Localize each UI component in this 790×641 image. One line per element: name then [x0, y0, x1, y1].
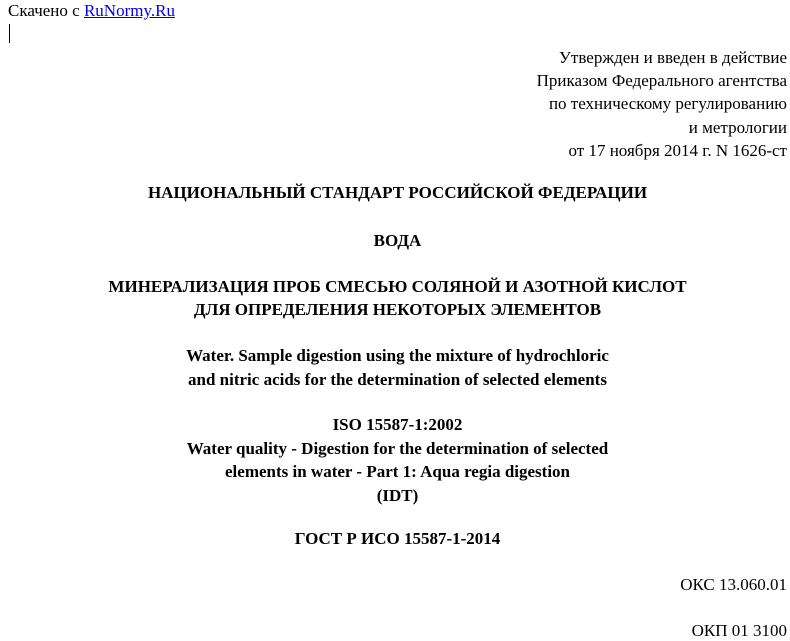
iso-title-line: Water quality - Digestion for the determination of selected — [186, 438, 609, 458]
text-cursor — [9, 24, 10, 43]
approval-line: и метрологии — [688, 117, 787, 137]
approval-block — [537, 46, 787, 162]
iso-reference-block — [0, 413, 790, 507]
subject-heading: ВОДА — [373, 231, 422, 250]
english-title — [0, 344, 790, 391]
russian-title-line: МИНЕРАЛИЗАЦИЯ ПРОБ СМЕСЬЮ СОЛЯНОЙ И АЗОТНОЙ КИСЛОТ — [108, 277, 687, 296]
russian-title — [0, 275, 790, 321]
iso-equivalence: (IDT) — [376, 485, 419, 505]
download-prefix: Скачено с — [8, 1, 84, 20]
approval-line: по техническому регулированию — [548, 94, 787, 114]
okp-code: ОКП 01 3100 — [691, 621, 787, 640]
runormy-link[interactable]: RuNormy.Ru — [83, 1, 175, 20]
gost-number: ГОСТ Р ИСО 15587-1-2014 — [294, 529, 501, 548]
approval-line: от 17 ноября 2014 г. N 1626-ст — [568, 140, 787, 160]
oks-code: ОКС 13.060.01 — [680, 575, 787, 594]
russian-title-line: ДЛЯ ОПРЕДЕЛЕНИЯ НЕКОТОРЫХ ЭЛЕМЕНТОВ — [193, 300, 602, 319]
iso-number: ISO 15587-1:2002 — [332, 415, 463, 434]
approval-line: Утвержден и введен в действие — [558, 48, 787, 67]
download-source-line — [8, 1, 175, 21]
iso-title-line: elements in water - Part 1: Aqua regia digestion — [225, 462, 570, 481]
approval-line: Приказом Федерального агентства — [536, 71, 787, 91]
english-title-line: Water. Sample digestion using the mixture of hydrochloric — [186, 346, 609, 365]
english-title-line: and nitric acids for the determination of selected elements — [188, 369, 607, 389]
standard-type-heading: НАЦИОНАЛЬНЫЙ СТАНДАРТ РОССИЙСКОЙ ФЕДЕРАЦИИ — [147, 183, 648, 202]
